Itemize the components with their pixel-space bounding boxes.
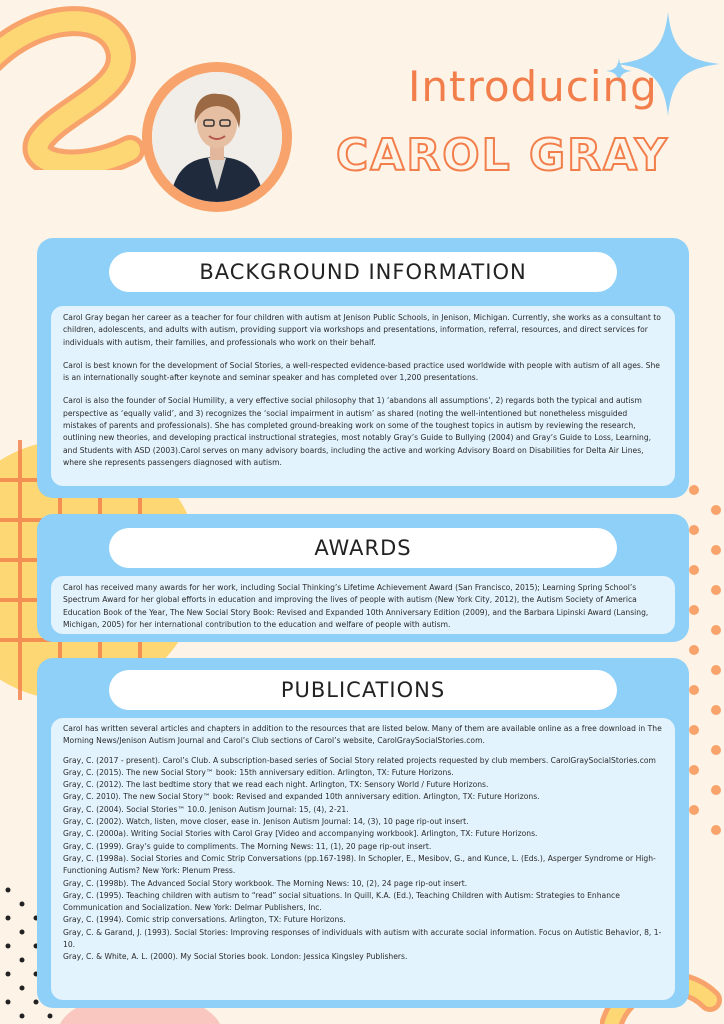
background-card bbox=[51, 306, 675, 486]
name-heading: CAROL GRAY bbox=[336, 130, 669, 181]
reference-item: Gray, C. (1999). Gray’s guide to compliments. The Morning News: 11, (1), 20 page rip-out insert. bbox=[63, 841, 432, 851]
reference-item: Gray, C. (2012). The last bedtime story that we read each night. Arlington, TX: Sensory World / Future Horizons. bbox=[63, 780, 489, 790]
awards-text: Carol has received many awards for her work, including Social Thinking’s Lifetime Achievement Award (San Francisco, 2015); Learning Spring School’s Spectrum Award for her global efforts in education and improving the lives of people with autism (New York City, 2012), the Autism Society of America Education Book of the Year, The New Social Story Book: Revised and Expanded 10th Anniversary Edition (2009), and the Barbara Lipinski Award (Lansing, Michigan, 2005) for her international contribution to the education and welfare of people with autism. bbox=[63, 583, 649, 629]
awards-heading bbox=[109, 528, 617, 568]
publications-heading bbox=[109, 670, 617, 710]
publications-card bbox=[51, 718, 675, 1000]
background-paragraph: Carol Gray began her career as a teacher for four children with autism at Jenison Public Schools, in Jenison, Michigan. Currently, she works as a consultant to children, adolescents, and adults with autism, providing support via workshops and presentations, information, referral, resources, and direct services for individuals with autism, their families, and professionals who work on their behalf. bbox=[63, 313, 661, 347]
awards-heading-text: AWARDS bbox=[314, 536, 412, 560]
reference-item: Gray, C. (1998a). Social Stories and Comic Strip Conversations (pp.167-198). In Schopler, E., Mesibov, G., and Kunce, L. (Eds.), Asperger Syndrome or High-Functioning Autism? New York: Plenum Press. bbox=[63, 853, 656, 876]
publications-heading-text: PUBLICATIONS bbox=[280, 678, 446, 702]
reference-item: Gray, C. (1995). Teaching children with autism to “read” social situations. In Quill, K.A. (Ed.), Teaching Children with Autism: Strategies to Enhance Communication and Socialization. New York: Delmar Publishers, Inc. bbox=[63, 890, 620, 913]
reference-item: Gray, C. (1994). Comic strip conversations. Arlington, TX: Future Horizons. bbox=[63, 915, 346, 925]
awards-card bbox=[51, 576, 675, 634]
reference-item: Gray, C. (2000a). Writing Social Stories with Carol Gray [Video and accompanying workbook]. Arlington, TX: Future Horizons. bbox=[63, 829, 538, 839]
reference-item: Gray, C. (1998b). The Advanced Social Story workbook. The Morning News: 10, (2), 24 page rip-out insert. bbox=[63, 878, 468, 888]
background-heading-text: BACKGROUND INFORMATION bbox=[199, 260, 527, 284]
reference-item: Gray, C. & Garand, J. (1993). Social Stories: Improving responses of individuals with autism with accurate social information. Focus on Autistic Behavior, 8, 1-10. bbox=[63, 927, 662, 950]
person-portrait-icon bbox=[152, 72, 282, 202]
reference-item: Gray, C. & White, A. L. (2000). My Social Stories book. London: Jessica Kingsley Publishers. bbox=[63, 952, 408, 962]
intro-heading: Introducing bbox=[408, 62, 658, 111]
portrait-frame bbox=[142, 62, 292, 212]
publications-section bbox=[37, 658, 689, 1008]
reference-item: Gray, C. (2002). Watch, listen, move closer, ease in. Jenison Autism Journal: 14, (3), 10 page rip-out insert. bbox=[63, 817, 469, 827]
publications-intro: Carol has written several articles and chapters in addition to the resources that are listed below. Many of them are available online as a free download in The Morning News/Jenison Autism Journal and Carol’s Club sections of Carol’s website, CarolGraySocialStories.com. bbox=[63, 724, 662, 746]
background-heading bbox=[109, 252, 617, 292]
background-paragraph: Carol is also the founder of Social Humility, a very effective social philosophy that 1) ‘abandons all assumptions’, 2) regards both the typical and autism perspective as ‘equally valid’, and 3) recognizes the ‘social impairment in autism’ as shared (noting the well-intentioned but nonetheless misguided mistakes of parents and professionals). She has completed ground-breaking work on some of the toughest topics in autism by reviewing the research, outlining new theories, and developing practical instructional strategies, most notably Gray’s Guide to Bullying (2004) and Gray’s Guide to Loss, Learning, and Students with ASD (2003).Carol serves on many advisory boards, including the active and working Advisory Board on Disabilities for Delta Air Lines, where she represents passengers diagnosed with autism. bbox=[63, 396, 652, 467]
reference-item: Gray, C. (2015). The new Social Story™ book: 15th anniversary edition. Arlington, TX: Future Horizons. bbox=[63, 767, 454, 777]
reference-item: Gray, C. (2017 - present). Carol’s Club. A subscription-based series of Social Story related projects requested by club members. CarolGraySocialStories.com bbox=[63, 755, 656, 765]
background-paragraph: Carol is best known for the development of Social Stories, a well-respected evidence-based practice used worldwide with people with autism of all ages. She is an internationally sought-after keynote and seminar speaker and has completed over 1,200 presentations. bbox=[63, 360, 660, 383]
reference-item: Gray, C. (2004). Social Stories™ 10.0. Jenison Autism Journal: 15, (4), 2-21. bbox=[63, 804, 349, 814]
reference-item: Gray, C. 2010). The new Social Story™ book: Revised and expanded 10th anniversary edition. Arlington, TX: Future Horizons. bbox=[63, 792, 540, 802]
background-section bbox=[37, 238, 689, 498]
awards-section bbox=[37, 514, 689, 642]
